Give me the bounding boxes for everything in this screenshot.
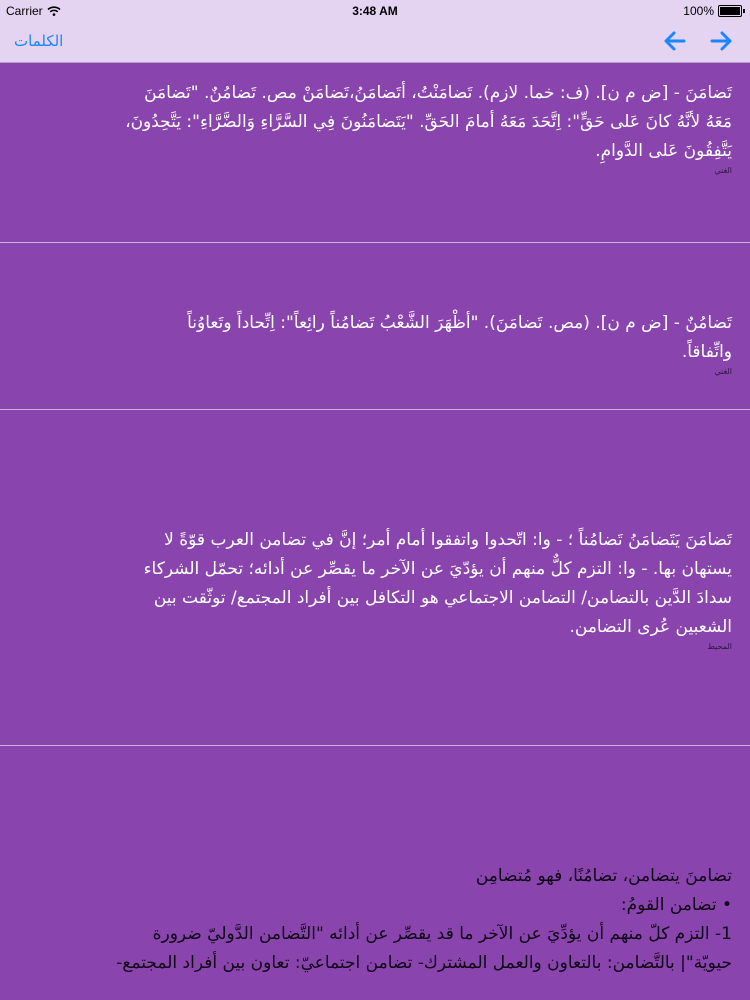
battery-percentage: 100% [683,4,714,18]
definition-entry [0,243,750,410]
definition-source: الغني [714,166,732,175]
arrow-right-icon [706,28,736,54]
battery-icon [718,5,742,17]
arrow-left-icon [660,28,690,54]
definition-text: تَضامَنَ - [ض م ن]. (ف: خما. لازم). تَضامَنْتُ، أتَضامَنُ،تَضامَنْ مص. تَضامُنٌ. "تَضامَنَ مَعَهُ لأنَّهُ كانَ عَلى حَقٍّ": اِتَّحَدَ مَعَهُ أمامَ الحَقِّ. "يَتَضامَنُونَ فِي السَّرَّاءِ وَالضَّرَّاءِ": يَتَّحِدُونَ، يَتَّفِقُونَ عَلى الدَّوامِ. [125,83,732,161]
status-time: 3:48 AM [352,4,398,18]
back-button[interactable] [660,28,690,54]
status-bar [0,0,750,22]
definition-entry [0,63,750,243]
definition-text: تضامنَ يتضامن، تضامُنًا، فهو مُتضامِن • تضامن القومُ: 1- التزم كلّ منهم أن يؤدِّيَ عن الآخر ما قد يقصِّر عن أدائه "التَّضامن الدَّوليّ ضرورة حيويّة"| بالتَّضامن: بالتعاون والعمل المشترك- تضامن اجتماعيّ: تعاون بين أفراد المجتمع- [116,866,732,973]
definition-source: المحيط [707,642,732,651]
definition-text: تَضامَنَ يَتَضامَنُ تَضامُناً ؛ - وا: اتّحدوا واتفقوا أمام أمر؛ إنَّ في تضامن العرب قوّةً لا يستهان بها. - وا: التزم كلٌّ منهم أن يؤدّيَ عن الآخر ما يقصِّر عن أدائه؛ تحمّل الشركاء سدادَ الدَّين بالتضامن/ التضامن الاجتماعي هو التكافل بين أفراد المجتمع/ توثّقت بين الشعبين عُرى التضامن. [143,530,732,637]
forward-button[interactable] [706,28,736,54]
definition-entry [0,746,750,1000]
navigation-bar [0,22,750,63]
words-button[interactable]: الكلمات [14,32,64,50]
battery-indicator [683,4,742,18]
definition-entry [0,410,750,746]
definition-text: تَضامُنٌ - [ض م ن]. (مص. تَضامَنَ). "أظْهَرَ الشَّعْبُ تَضامُناً رائِعاً": اِتِّحاداً وتَعاوُناً واتِّفاقاً. [187,313,732,362]
definition-source: الغني [714,367,732,376]
carrier-label: Carrier [6,4,43,18]
definitions-list [0,63,750,1000]
